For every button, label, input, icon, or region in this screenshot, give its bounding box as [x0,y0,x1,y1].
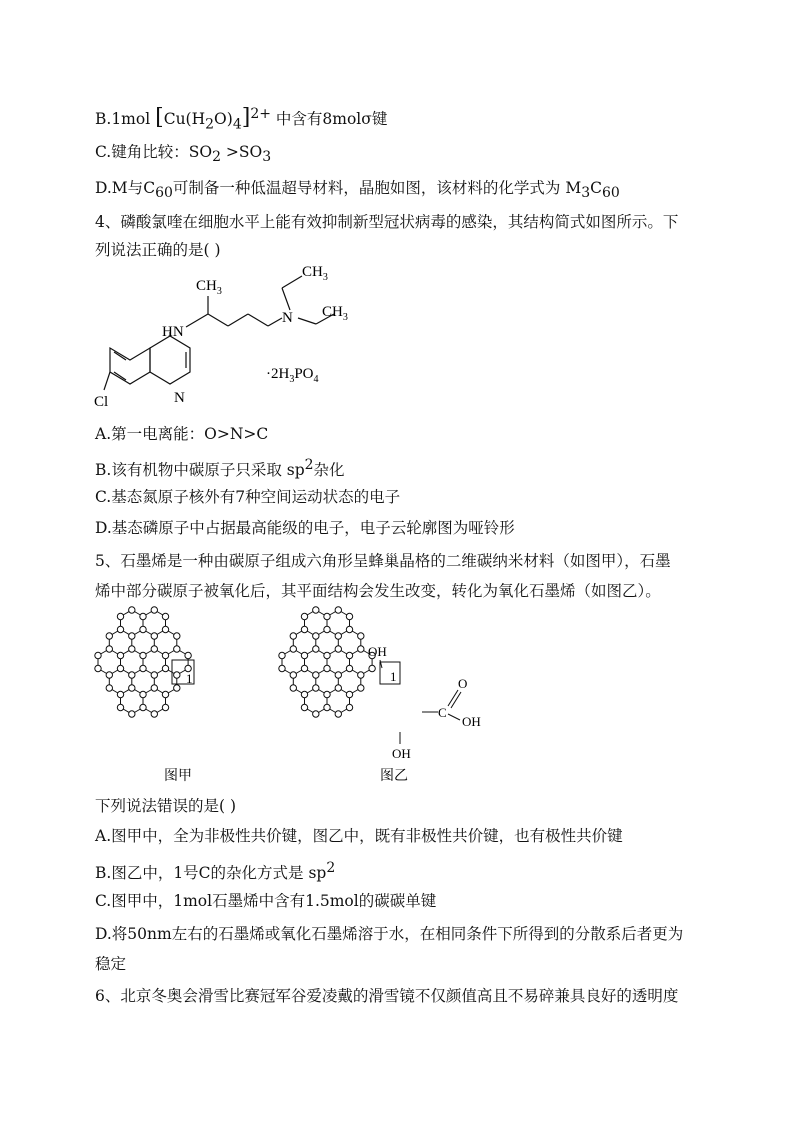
lattice-atom [335,633,341,639]
ring-n-label: N [174,390,185,406]
yi-caption: 图乙 [380,769,408,784]
lattice-atom [290,646,296,652]
q4-stem-line1: 4、磷酸氯喹在细胞水平上能有效抑制新型冠状病毒的感染，其结构简式如图所示。下 [95,213,679,231]
lattice-atom [324,704,330,710]
lattice-atom [129,672,135,678]
lattice-atom [346,626,352,632]
lattice-atom [95,665,101,671]
lattice-atom [174,685,180,691]
lattice-atom [140,691,146,697]
lattice-atom [140,613,146,619]
lattice-atom [162,691,168,697]
lattice-atom [151,633,157,639]
q5-prompt: 下列说法错误的是( ) [95,797,237,815]
lattice-atom [290,633,296,639]
yi-oh-top: OH [368,644,387,659]
lattice-atom [324,665,330,671]
q4-option-d: D.基态磷原子中占据最高能级的电子，电子云轮廓图为哑铃形 [95,519,515,537]
lattice-atom [335,685,341,691]
lattice-atom [162,665,168,671]
lattice-atom [162,652,168,658]
lattice-atom [117,691,123,697]
q4-option-b: B.该有机物中碳原子只采取 $sp^2$杂化 [95,457,345,480]
lattice-atom [324,652,330,658]
lattice-atom [129,607,135,613]
lattice-atom [140,665,146,671]
lattice-atom [358,633,364,639]
ch3-label-1: $CH_3$ [196,278,222,297]
lattice-atom [151,685,157,691]
yi-carboxyl-c: C [438,705,447,720]
lattice-atom [290,672,296,678]
chloroquine-phosphate-structure [90,262,370,414]
lattice-atom [174,633,180,639]
lattice-atom [335,672,341,678]
lattice-atom [106,633,112,639]
lattice-atom [358,685,364,691]
q6-stem-line1: 6、北京冬奥会滑雪比赛冠军谷爱凌戴的滑雪镜不仅颜值高且不易碎兼具良好的透明度 [95,987,679,1005]
lattice-atom [162,613,168,619]
lattice-atom [335,711,341,717]
graphene-figures [92,604,512,784]
q4-option-c: C.基态氮原子核外有7种空间运动状态的电子 [95,488,401,506]
q5-option-d: D.将50nm左右的石墨烯或氧化石墨烯溶于水，在相同条件下所得到的分散系后者更为 [95,925,684,943]
lattice-atom [129,646,135,652]
lattice-atom [301,665,307,671]
lattice-atom [162,704,168,710]
lattice-atom [162,626,168,632]
q5-stem-line1: 5、石墨烯是一种由碳原子组成六角形呈蜂巢晶格的二维碳纳米材料（如图甲），石墨 [95,552,671,570]
q5-option-a: A.图甲中，全为非极性共价键，图乙中，既有非极性共价键，也有极性共价键 [95,827,623,845]
lattice-atom [313,672,319,678]
lattice-atom [301,652,307,658]
lattice-atom [174,672,180,678]
lattice-atom [129,711,135,717]
q5-option-d-cont: 稳定 [95,955,127,973]
lattice-atom [346,704,352,710]
lattice-atom [95,652,101,658]
lattice-atom [335,607,341,613]
yi-carboxyl-o: O [458,676,468,691]
cl-label: Cl [94,394,109,410]
lattice-atom [301,691,307,697]
ch3-label-3: $CH_3$ [322,304,348,323]
lattice-atom [151,607,157,613]
q5-stem-line2: 烯中部分碳原子被氧化后，其平面结构会发生改变，转化为氧化石墨烯（如图乙）。 [95,582,661,600]
graphene-oxide-yi-lattice [279,607,376,717]
yi-oh-bottom: OH [392,746,411,761]
lattice-atom [313,646,319,652]
yi-label-1: 1 [390,669,397,684]
lattice-atom [369,665,375,671]
lattice-atom [106,685,112,691]
q4-stem-line2: 列说法正确的是( ) [95,241,221,259]
lattice-atom [324,626,330,632]
lattice-atom [358,672,364,678]
lattice-atom [358,646,364,652]
lattice-atom [151,646,157,652]
option-c-prev: C.键角比较：$SO_2 >SO_3$ [95,143,272,166]
lattice-atom [301,613,307,619]
lattice-atom [313,607,319,613]
lattice-atom [117,704,123,710]
lattice-atom [301,704,307,710]
amine-n-label: N [282,310,293,326]
option-d-prev: D.M与$C_{60}$可制备一种低温超导材料，晶胞如图，该材料的化学式为 $M_3C_{60}$ [95,179,620,202]
option-b-prev: B.1mol $[Cu(H_2O)_4]^{2+}$ 中含有8molσ键 [95,105,388,133]
lattice-atom [185,652,191,658]
lattice-atom [346,613,352,619]
lattice-atom [129,685,135,691]
lattice-atom [129,633,135,639]
phosphate-label: $\cdot 2H_3PO_4$ [266,366,319,385]
lattice-atom [140,626,146,632]
lattice-atom [117,626,123,632]
jia-caption: 图甲 [164,769,192,784]
lattice-atom [335,646,341,652]
lattice-atom [346,665,352,671]
yi-carboxyl-oh: OH [462,714,481,729]
lattice-atom [290,685,296,691]
lattice-atom [174,646,180,652]
graphene-jia-lattice [95,607,192,717]
ch3-label-2: $CH_3$ [302,264,328,283]
q5-option-b: B.图乙中，1号C的杂化方式是 $sp^2$ [95,860,336,883]
lattice-atom [140,704,146,710]
lattice-atom [313,633,319,639]
lattice-atom [324,613,330,619]
lattice-atom [313,711,319,717]
lattice-atom [106,646,112,652]
q5-option-c: C.图甲中，1mol石墨烯中含有1.5mol的碳碳单键 [95,892,437,910]
lattice-atom [117,652,123,658]
hn-label: HN [162,324,184,340]
lattice-atom [301,626,307,632]
lattice-atom [279,652,285,658]
lattice-atom [279,665,285,671]
lattice-atom [117,665,123,671]
lattice-atom [324,691,330,697]
lattice-atom [346,691,352,697]
lattice-atom [313,685,319,691]
lattice-atom [346,652,352,658]
jia-label-1: 1 [186,671,193,686]
lattice-atom [106,672,112,678]
lattice-atom [151,672,157,678]
lattice-atom [140,652,146,658]
q4-option-a: A.第一电离能：O>N>C [95,425,269,443]
lattice-atom [117,613,123,619]
lattice-atom [151,711,157,717]
